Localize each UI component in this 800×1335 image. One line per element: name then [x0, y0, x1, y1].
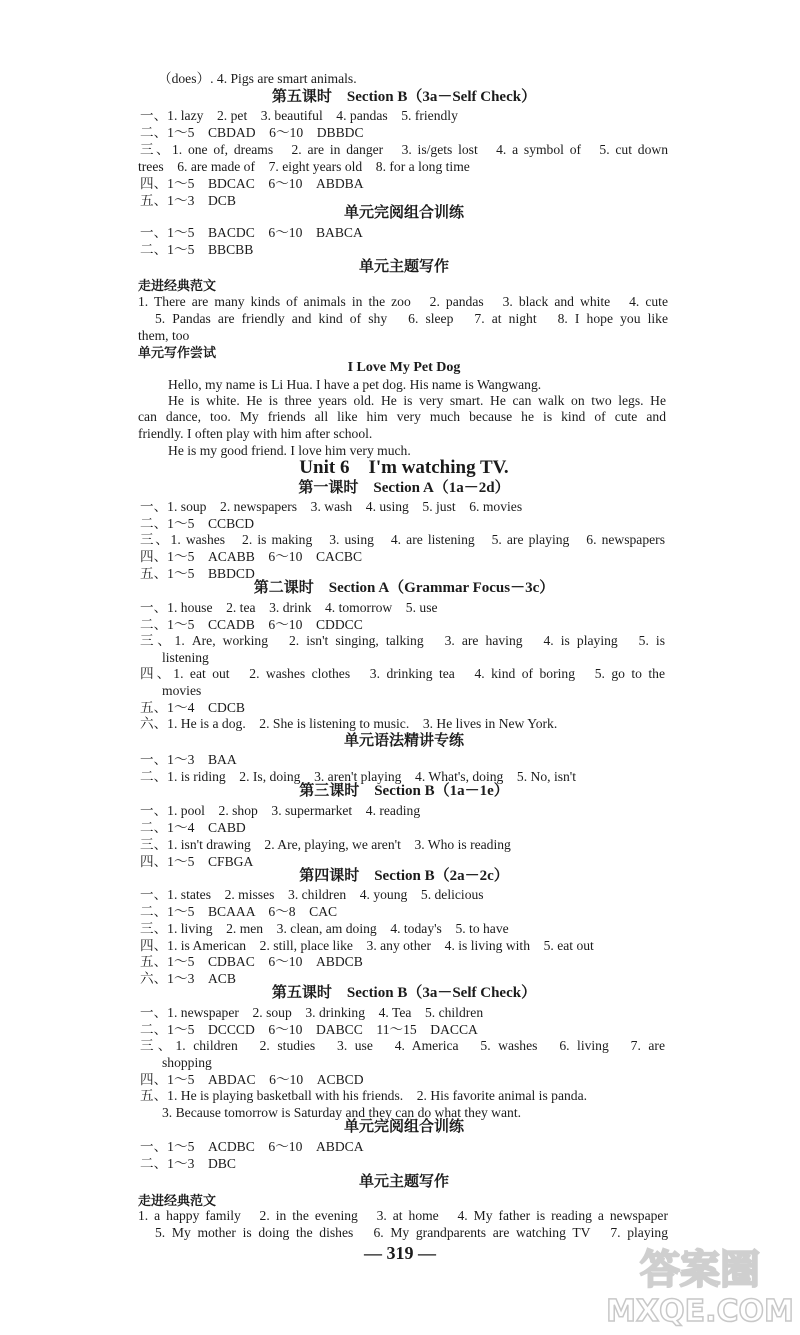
answer-line: 六、1. He is a dog. 2. She is listening to music. 3. He lives in New York.: [140, 716, 558, 731]
answer-line: them, too: [138, 328, 190, 343]
answer-line: 一、1. soup 2. newspapers 3. wash 4. using 5. just 6. movies: [140, 499, 523, 514]
lesson-heading: 第二课时 Section A（Grammar Focus－3c）: [253, 580, 555, 596]
answer-line: 一、1～3 BAA: [140, 752, 237, 767]
answer-line: 一、1. newspaper 2. soup 3. drinking 4. Tea 5. children: [140, 1005, 484, 1020]
watermark-text-en: MXQE.COM: [606, 1294, 794, 1329]
essay-line: He is my good friend. I love him very much.: [168, 443, 411, 458]
answer-line: 五、1～5 BBDCD: [140, 566, 255, 581]
answer-line: 一、1. states 2. misses 3. children 4. young 5. delicious: [140, 887, 484, 902]
essay-line: Hello, my name is Li Hua. I have a pet dog. His name is Wangwang.: [168, 377, 542, 392]
section-heading: 单元完阅组合训练: [343, 1119, 464, 1135]
answer-line: 四、1～5 BDCAC 6～10 ABDBA: [140, 176, 364, 191]
answer-line: 一、1. house 2. tea 3. drink 4. tomorrow 5. use: [140, 600, 438, 615]
lesson-heading: 第五课时 Section B（3a－Self Check）: [271, 985, 537, 1001]
text-line: （does）. 4. Pigs are smart animals.: [158, 71, 357, 86]
lesson-heading: 第四课时 Section B（2a－2c）: [299, 868, 509, 884]
section-heading: 单元主题写作: [358, 1174, 449, 1190]
answer-line: 二、1～5 CCBCD: [140, 516, 255, 531]
answer-line: shopping: [162, 1055, 212, 1070]
answer-line: 二、1～5 CBDAD 6～10 DBBDC: [140, 125, 364, 140]
answer-line: listening: [162, 650, 209, 665]
answer-line: 三、1. isn't drawing 2. Are, playing, we aren't 3. Who is reading: [140, 837, 511, 852]
answer-line: 四、1～5 ABDAC 6～10 ACBCD: [140, 1072, 364, 1087]
answer-line: 四、1～5 CFBGA: [140, 854, 254, 869]
unit-title: Unit 6 I'm watching TV.: [299, 457, 509, 478]
answer-line: 5. My mother is doing the dishes 6. My grandparents are watching TV 7. playing: [155, 1225, 668, 1240]
watermark-icon: [600, 1235, 800, 1330]
answer-line: 五、1～4 CDCB: [140, 700, 245, 715]
answer-line: 四、1. is American 2. still, place like 3. any other 4. is living with 5. eat out: [140, 938, 594, 953]
answer-line: 三、1. washes 2. is making 3. using 4. are listening 5. are playing 6. newspapers: [140, 532, 665, 547]
essay-line: He is white. He is three years old. He is very smart. He can walk on two legs. He: [168, 393, 666, 408]
answer-line: 三、1. Are, working 2. isn't singing, talking 3. are having 4. is playing 5. is: [140, 633, 665, 648]
answer-line: 5. Pandas are friendly and kind of shy 6. sleep 7. at night 8. I hope you like: [155, 311, 668, 326]
answer-line: 五、1～3 DCB: [140, 193, 236, 208]
answer-line: 二、1～5 CCADB 6～10 CDDCC: [140, 617, 363, 632]
sub-heading: 走进经典范文: [138, 278, 217, 293]
section-heading: 单元主题写作: [358, 259, 449, 275]
essay-line: friendly. I often play with him after school.: [138, 426, 373, 441]
answer-line: 三、1. one of, dreams 2. are in danger 3. is/gets lost 4. a symbol of 5. cut down: [140, 142, 668, 157]
sub-heading: 单元写作尝试: [138, 345, 217, 360]
watermark-logo: [600, 1235, 800, 1330]
section-heading: 单元语法精讲专练: [343, 733, 464, 749]
lesson-heading: 第三课时 Section B（1a－1e）: [299, 783, 509, 799]
sub-heading: 走进经典范文: [138, 1193, 217, 1208]
essay-title: I Love My Pet Dog: [347, 360, 461, 375]
answer-line: 二、1. is riding 2. Is, doing 3. aren't playing 4. What's, doing 5. No, isn't: [140, 769, 577, 784]
essay-line: can dance, too. My friends all like him very much because he is kind of cute and: [138, 409, 666, 424]
answer-line: 三、1. living 2. men 3. clean, am doing 4. today's 5. to have: [140, 921, 509, 936]
section-heading: 单元完阅组合训练: [343, 205, 464, 221]
answer-line: movies: [162, 683, 202, 698]
page-number: — 319 —: [364, 1243, 436, 1263]
answer-line: 一、1～5 BACDC 6～10 BABCA: [140, 225, 363, 240]
answer-line: 二、1～3 DBC: [140, 1156, 236, 1171]
answer-line: trees 6. are made of 7. eight years old 8. for a long time: [138, 159, 470, 174]
answer-line: 二、1～5 DCCCD 6～10 DABCC 11～15 DACCA: [140, 1022, 478, 1037]
answer-line: 二、1～5 BBCBB: [140, 242, 254, 257]
watermark-text-cn: 答案圈: [640, 1247, 760, 1293]
answer-line: 3. Because tomorrow is Saturday and they can do what they want.: [162, 1105, 522, 1120]
answer-line: 五、1. He is playing basketball with his friends. 2. His favorite animal is panda.: [140, 1088, 588, 1103]
answer-line: 二、1～5 BCAAA 6～8 CAC: [140, 904, 338, 919]
lesson-heading: 第五课时 Section B（3a－Self Check）: [271, 89, 537, 105]
lesson-heading: 第一课时 Section A（1a－2d）: [298, 480, 510, 496]
answer-line: 1. a happy family 2. in the evening 3. at home 4. My father is reading a newspaper: [138, 1208, 668, 1223]
answer-line: 四、1～5 ACABB 6～10 CACBC: [140, 549, 363, 564]
answer-line: 一、1. lazy 2. pet 3. beautiful 4. pandas 5. friendly: [140, 108, 458, 123]
answer-line: 一、1. pool 2. shop 3. supermarket 4. reading: [140, 803, 421, 818]
answer-line: 六、1～3 ACB: [140, 971, 236, 986]
answer-line: 一、1～5 ACDBC 6～10 ABDCA: [140, 1139, 364, 1154]
answer-line: 五、1～5 CDBAC 6～10 ABDCB: [140, 954, 363, 969]
answer-line: 三、1. children 2. studies 3. use 4. America 5. washes 6. living 7. are: [140, 1038, 665, 1053]
answer-line: 1. There are many kinds of animals in the zoo 2. pandas 3. black and white 4. cute: [138, 294, 668, 309]
answer-line: 二、1～4 CABD: [140, 820, 246, 835]
answer-line: 四、1. eat out 2. washes clothes 3. drinking tea 4. kind of boring 5. go to the: [140, 666, 665, 681]
